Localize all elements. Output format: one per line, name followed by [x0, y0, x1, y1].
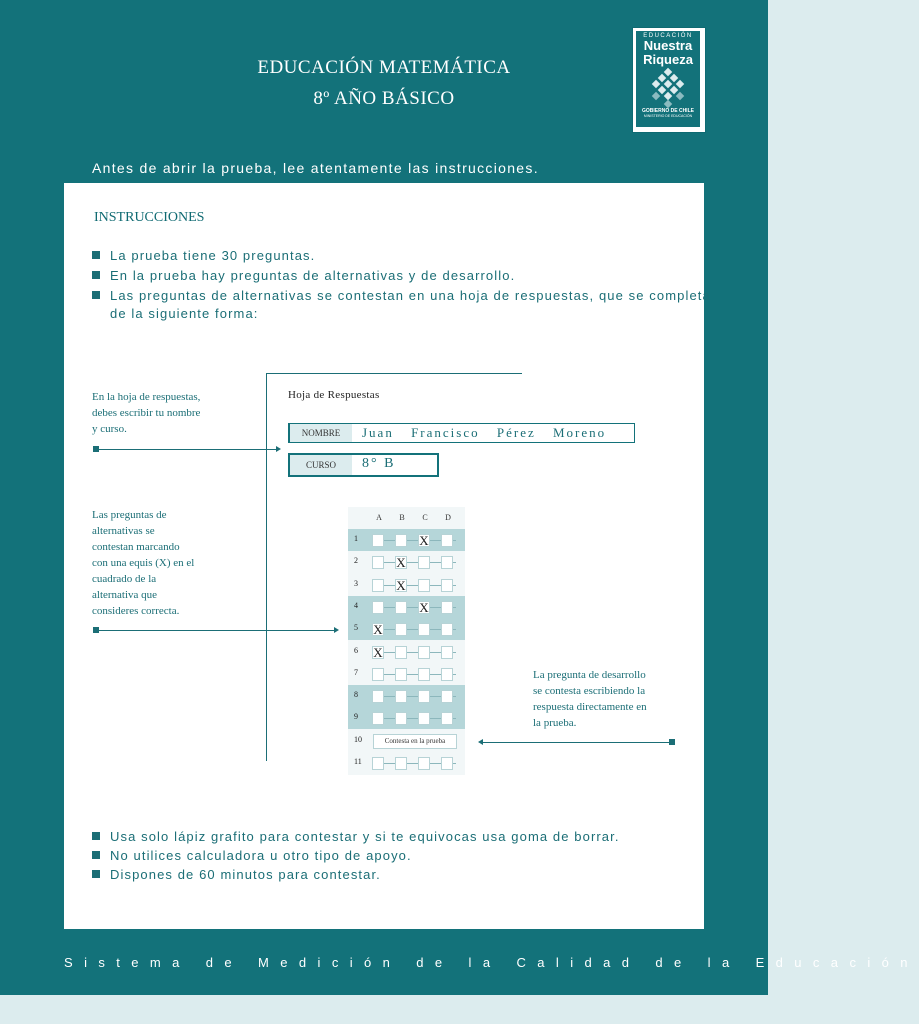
arrow-head-icon	[334, 627, 339, 633]
answer-box-b	[395, 668, 407, 681]
final-instruction-item: Usa solo lápiz grafito para contestar y si te equivocas usa goma de borrar.	[92, 829, 620, 844]
answer-box-a	[372, 757, 384, 770]
answer-box-b	[395, 534, 407, 547]
x-mark: X	[419, 599, 429, 615]
row-number: 10	[354, 734, 362, 744]
bullet-square-icon	[92, 291, 100, 299]
answer-row	[348, 685, 465, 707]
column-header: C	[422, 513, 428, 522]
arrow-line	[99, 449, 277, 450]
answer-box-d	[441, 579, 453, 592]
instruction-item: En la prueba hay preguntas de alternativas y de desarrollo.	[92, 268, 515, 283]
curso-field	[288, 453, 439, 477]
answer-box-b	[395, 579, 407, 592]
curso-value: 8° B	[362, 456, 396, 471]
column-header: B	[399, 513, 405, 522]
ministry-logo	[632, 27, 706, 133]
answer-row	[348, 618, 465, 640]
answer-row	[348, 551, 465, 573]
bullet-square-icon	[92, 851, 100, 859]
answer-box-a	[372, 534, 384, 547]
answer-box-d	[441, 534, 453, 547]
answer-box-b	[395, 556, 407, 569]
answer-box-b	[395, 690, 407, 703]
instruction-item: Las preguntas de alternativas se contestan en una hoja de respuestas, que se completa	[92, 288, 711, 303]
answer-box-c	[418, 556, 430, 569]
answer-box-a	[372, 601, 384, 614]
answer-box-b	[395, 601, 407, 614]
x-mark: X	[396, 555, 406, 571]
answer-row	[348, 596, 465, 618]
answer-box-d	[441, 668, 453, 681]
answer-box-c	[418, 668, 430, 681]
x-mark: X	[373, 622, 383, 638]
answer-row	[348, 730, 465, 752]
instruction-item-continuation: de la siguiente forma:	[110, 306, 259, 321]
answer-box-a	[372, 690, 384, 703]
intro-text: Antes de abrir la prueba, lee atentamente las instrucciones.	[92, 160, 539, 176]
answer-box-a	[372, 668, 384, 681]
row-number: 4	[354, 600, 358, 610]
nombre-value: Juan Francisco Pérez Moreno	[362, 425, 607, 440]
bullet-square-icon	[92, 832, 100, 840]
nombre-field	[288, 423, 635, 443]
answer-box-d	[441, 646, 453, 659]
answer-row	[348, 752, 465, 774]
logo-top-text: EDUCACIÓN	[643, 33, 693, 39]
x-mark: X	[419, 533, 429, 548]
row-number: 11	[354, 757, 362, 766]
nombre-label: NOMBRE	[290, 424, 352, 442]
frame-top-line	[266, 373, 522, 374]
final-instruction-item: No utilices calculadora u otro tipo de apoyo.	[92, 848, 412, 863]
answer-box-d	[441, 712, 453, 725]
answer-box-c	[418, 601, 430, 614]
note-alternatives: Las preguntas de alternativas se contestan marcando con una equis (X) en el cuadrado de la alternativa que consideres correcta.	[92, 509, 195, 617]
answer-box-d	[441, 623, 453, 636]
instruction-item: La prueba tiene 30 preguntas.	[92, 248, 315, 263]
answer-box-d	[441, 757, 453, 770]
x-mark: X	[396, 577, 406, 593]
row-number: 5	[354, 623, 358, 633]
answer-box-a	[372, 712, 384, 725]
answer-grid	[348, 507, 465, 775]
answer-box-c	[418, 579, 430, 592]
column-header: D	[445, 513, 451, 522]
instructions-panel	[64, 183, 711, 929]
row-number: 1	[354, 534, 358, 543]
row-number: 7	[354, 667, 358, 677]
answer-box-c	[418, 690, 430, 703]
answer-box-c	[418, 712, 430, 725]
row-number: 2	[354, 556, 358, 566]
arrow-line	[99, 630, 335, 631]
answer-box-b	[395, 712, 407, 725]
answer-box-b	[395, 757, 407, 770]
answer-row	[348, 707, 465, 729]
answer-box-b	[395, 623, 407, 636]
arrow-line	[483, 742, 669, 743]
answer-box-d	[441, 601, 453, 614]
answer-box-d	[441, 556, 453, 569]
answer-row	[348, 641, 465, 663]
logo-name-line2: Riqueza	[643, 52, 693, 67]
logo-ministry-text: MINISTERIO DE EDUCACIÓN	[643, 114, 693, 118]
answer-row	[348, 529, 465, 551]
logo-name-line1: Nuestra	[643, 38, 693, 53]
logo-gov-text: GOBIERNO DE CHILE	[642, 108, 694, 114]
row-number: 8	[354, 690, 358, 700]
answer-box-c	[418, 534, 430, 547]
row-number: 6	[354, 645, 358, 655]
logo-diamond-icon	[646, 68, 690, 108]
final-instruction-item: Dispones de 60 minutos para contestar.	[92, 867, 381, 882]
curso-label: CURSO	[290, 455, 352, 475]
document-title: EDUCACIÓN MATEMÁTICA	[257, 57, 511, 78]
column-header: A	[376, 513, 382, 522]
x-mark: X	[373, 644, 383, 660]
develop-answer-box: Contesta en la prueba	[373, 734, 457, 749]
answer-box-a	[372, 646, 384, 659]
answer-box-c	[418, 757, 430, 770]
instructions-title: INSTRUCCIONES	[94, 210, 205, 225]
answer-box-c	[418, 646, 430, 659]
bullet-square-icon	[92, 271, 100, 279]
arrow-start-square-icon	[669, 739, 675, 745]
bullet-square-icon	[92, 251, 100, 259]
answer-box-c	[418, 623, 430, 636]
answer-box-a	[372, 579, 384, 592]
answer-box-b	[395, 646, 407, 659]
answer-box-a	[372, 623, 384, 636]
answer-row	[348, 663, 465, 685]
note-name-course: En la hoja de respuestas, debes escribir tu nombre y curso.	[92, 391, 201, 435]
bullet-square-icon	[92, 870, 100, 878]
arrow-head-icon	[276, 446, 281, 452]
footer-text: Sistema de Medición de la Calidad de la Educación	[64, 955, 919, 970]
row-number: 3	[354, 578, 358, 588]
answer-box-a	[372, 556, 384, 569]
grade-subtitle: 8º AÑO BÁSICO	[313, 88, 455, 109]
frame-vertical-line	[266, 373, 267, 761]
note-development: La pregunta de desarrollo se contesta escribiendo la respuesta directamente en la prueba.	[533, 669, 647, 729]
row-number: 9	[354, 712, 358, 722]
answer-box-d	[441, 690, 453, 703]
answer-sheet-title: Hoja de Respuestas	[288, 389, 380, 401]
answer-row	[348, 574, 465, 596]
